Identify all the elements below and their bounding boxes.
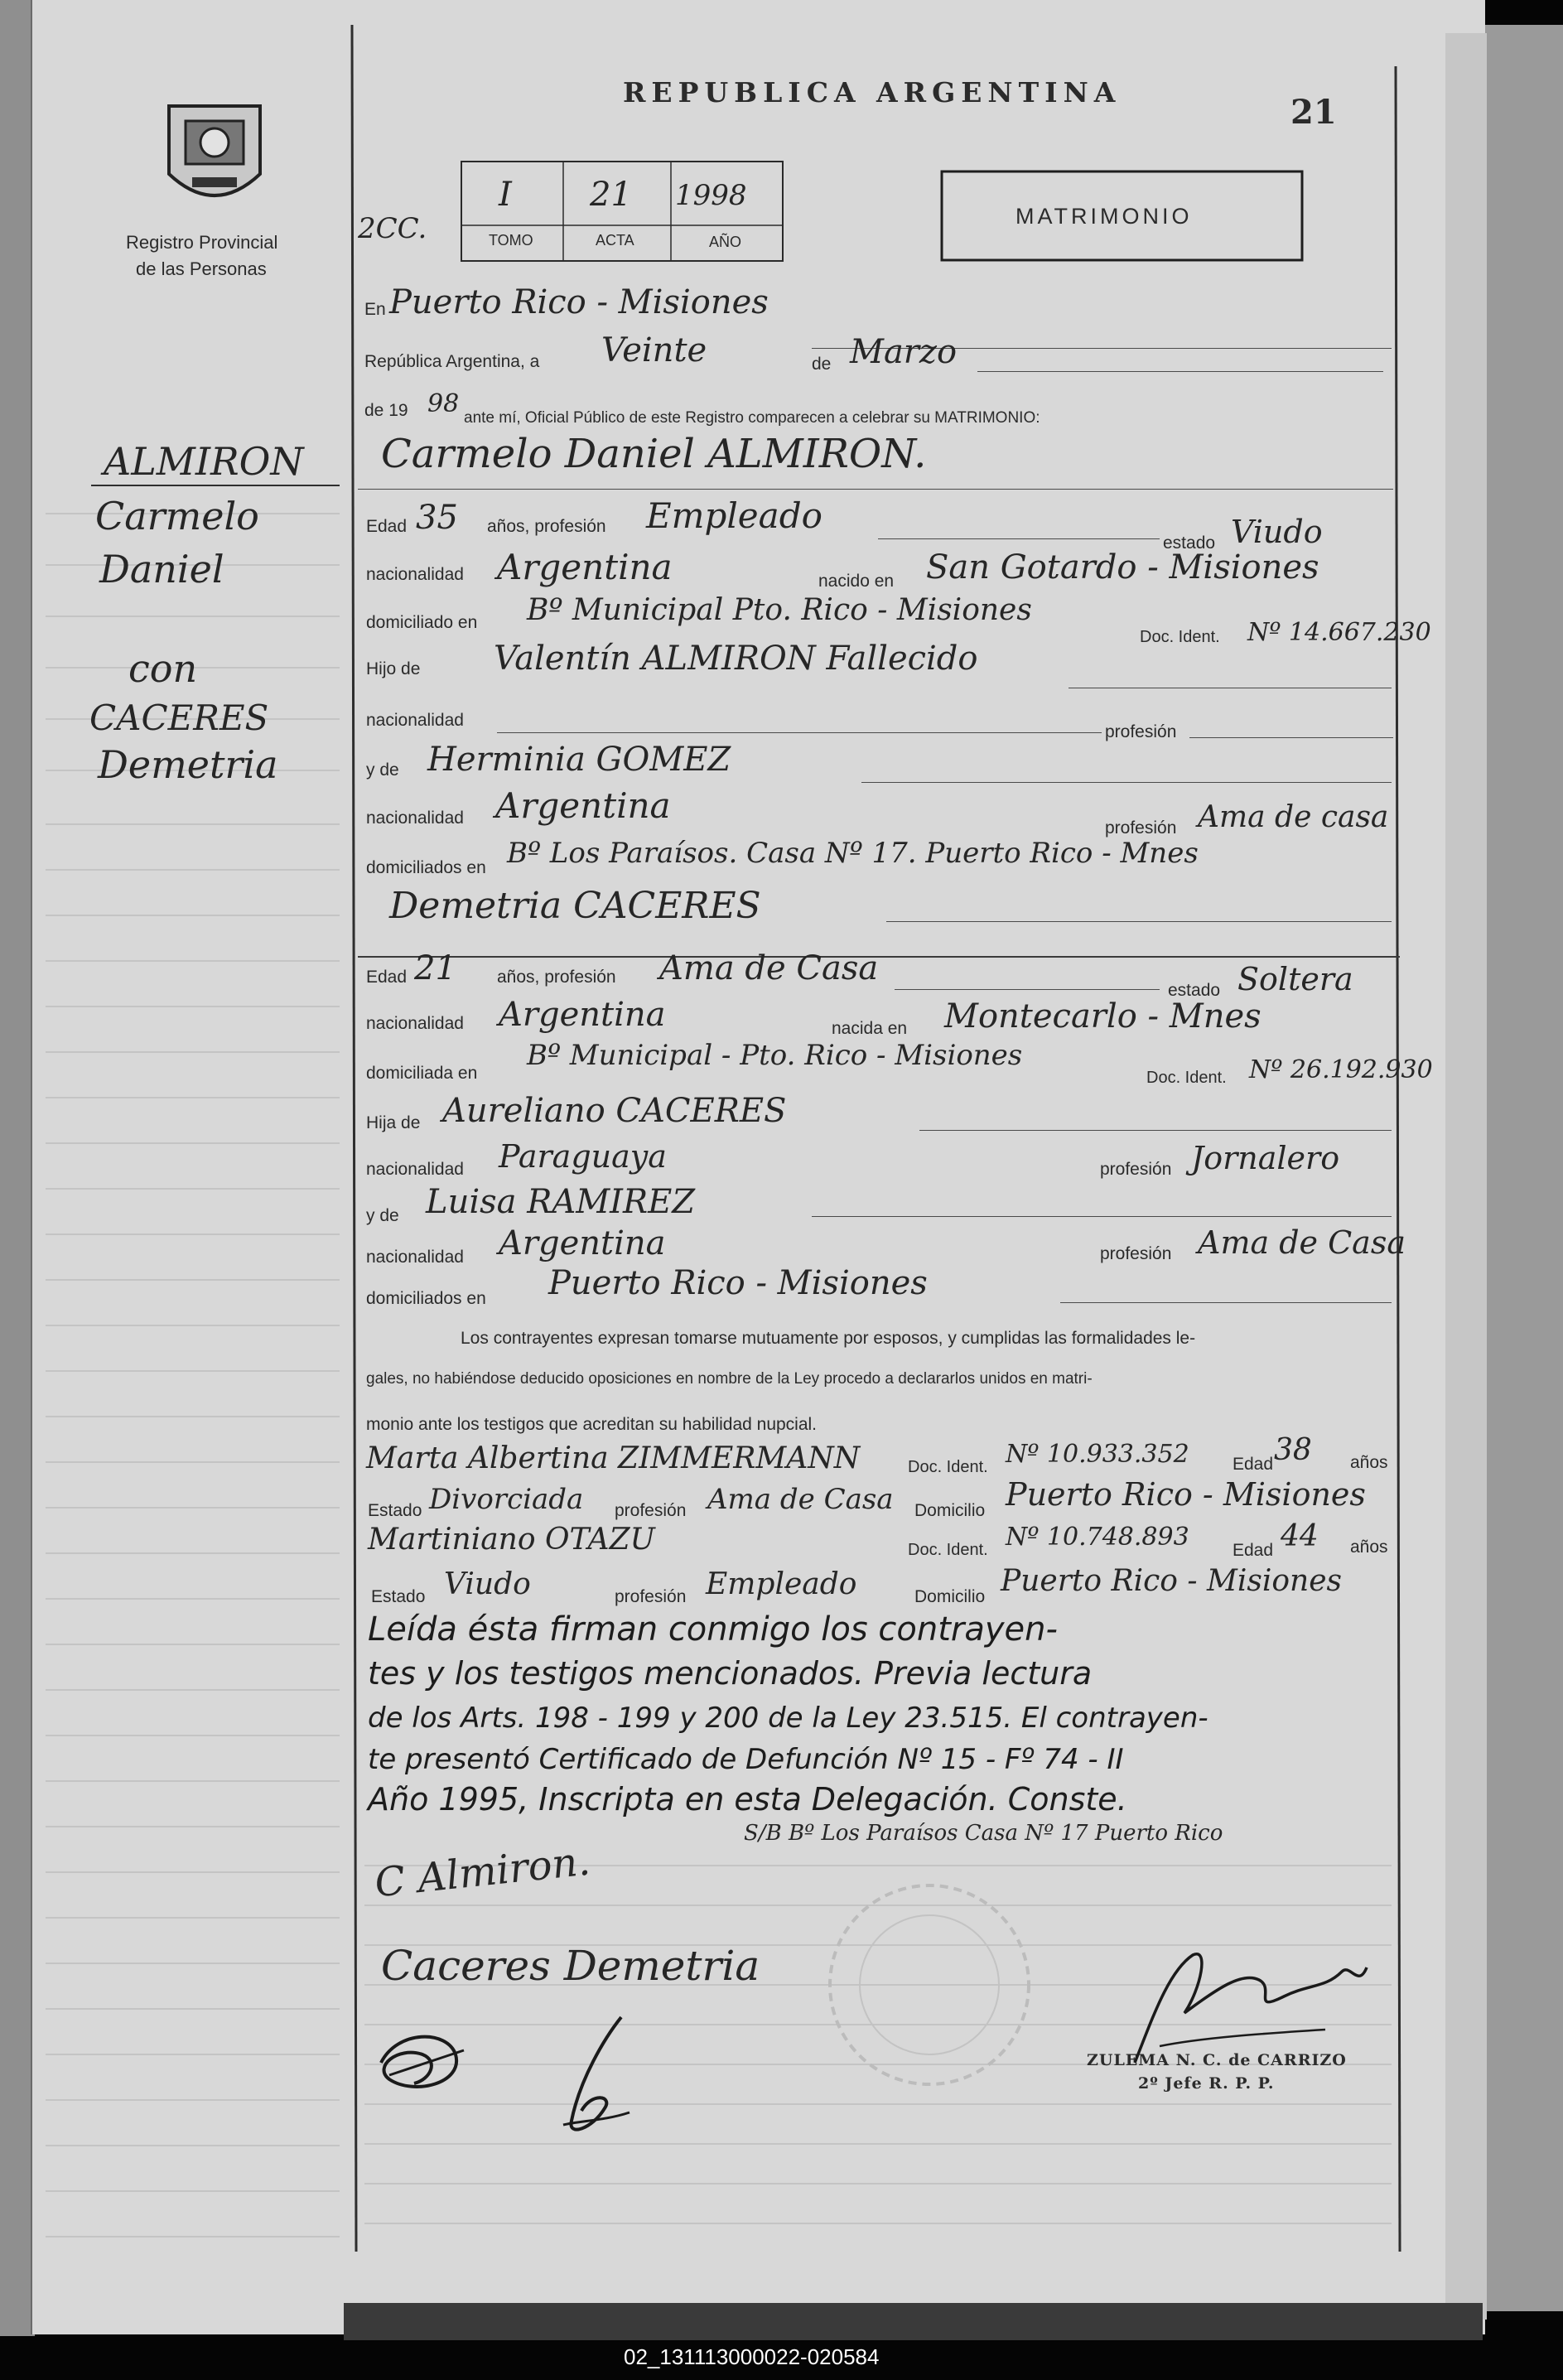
- bride-father-nac-label: nacionalidad: [366, 1160, 464, 1179]
- groom-yde-label: y de: [366, 760, 399, 780]
- groom-hijo-label: Hijo de: [366, 659, 421, 678]
- tomo-value: I: [499, 176, 512, 214]
- marriage-month: Marzo: [850, 333, 958, 371]
- groom-father-nac-label: nacionalidad: [366, 711, 464, 730]
- witness1-prof-label: profesión: [615, 1501, 687, 1520]
- tomo-label: TOMO: [489, 232, 533, 249]
- declaration-line-3: monio ante los testigos que acreditan su habilidad nupcial.: [366, 1415, 818, 1434]
- registry-seal-emblem: [162, 98, 267, 217]
- bride-nac-label: nacionalidad: [366, 1014, 464, 1033]
- bride-estado-label: estado: [1168, 981, 1221, 1000]
- bride-doc-label: Doc. Ident.: [1146, 1069, 1227, 1087]
- bride-parents-dom-label: domiciliados en: [366, 1289, 486, 1308]
- rule: [886, 921, 1392, 922]
- bride-father-prof-label: profesión: [1100, 1160, 1172, 1179]
- groom-parents-dom-label: domiciliados en: [366, 858, 486, 877]
- groom-signature: C Almiron.: [372, 1837, 593, 1907]
- groom-doc: Nº 14.667.230: [1247, 618, 1431, 647]
- rule: [1060, 1302, 1392, 1303]
- bride-estado: Soltera: [1237, 961, 1353, 997]
- intro-republica-label: República Argentina, a: [364, 352, 540, 371]
- registry-code: 2CC.: [358, 212, 427, 245]
- anio-value: 1998: [675, 179, 747, 212]
- witness2-age: 44: [1281, 1519, 1319, 1553]
- notes-line-2: tes y los testigos mencionados. Previa lectura: [368, 1655, 1093, 1692]
- anio-label: AÑO: [709, 234, 742, 250]
- notes-line-6: S/B Bº Los Paraísos Casa Nº 17 Puerto Rico: [744, 1821, 1223, 1846]
- bride-mother-prof-label: profesión: [1100, 1244, 1172, 1263]
- rule: [1189, 737, 1393, 738]
- witness2-edad-label: Edad: [1233, 1541, 1274, 1560]
- bride-profession: Ama de Casa: [659, 949, 879, 987]
- groom-birthplace: San Gotardo - Misiones: [926, 548, 1319, 587]
- groom-nationality: Argentina: [497, 547, 673, 587]
- groom-estado: Viudo: [1231, 514, 1323, 550]
- bride-father-nationality: Paraguaya: [499, 1138, 667, 1175]
- witness2-dom-label: Domicilio: [914, 1587, 986, 1606]
- groom-mother: Herminia GOMEZ: [427, 741, 731, 779]
- witness2-name: Martiniano OTAZU: [368, 1523, 655, 1557]
- notes-line-3: de los Arts. 198 - 199 y 200 de la Ley 23.515. El contrayen-: [368, 1702, 1208, 1735]
- rule: [878, 538, 1160, 539]
- witness1-anos-label: años: [1350, 1453, 1388, 1472]
- margin-note-line-4: con: [128, 646, 198, 691]
- bride-dom-label: domiciliada en: [366, 1064, 478, 1083]
- bride-mother-profession: Ama de Casa: [1198, 1224, 1406, 1261]
- registry-name-line-2: de las Personas: [136, 258, 267, 279]
- rule: [358, 489, 1393, 490]
- groom-father-prof-label: profesión: [1105, 722, 1177, 741]
- bride-mother-nationality: Argentina: [499, 1224, 666, 1262]
- groom-doc-label: Doc. Ident.: [1140, 628, 1220, 646]
- rule: [497, 732, 1102, 733]
- groom-mother-nac-label: nacionalidad: [366, 809, 464, 828]
- groom-nacido-label: nacido en: [818, 572, 895, 591]
- bride-mother: Luisa RAMIREZ: [426, 1183, 696, 1221]
- margin-note-line-6: Demetria: [98, 742, 278, 787]
- bride-parents-address: Puerto Rico - Misiones: [548, 1264, 928, 1302]
- groom-profession: Empleado: [646, 495, 823, 536]
- witness1-dom-label: Domicilio: [914, 1501, 986, 1520]
- groom-mother-prof-label: profesión: [1105, 818, 1177, 838]
- bride-father-profession: Jornalero: [1191, 1140, 1340, 1176]
- notes-line-5: Año 1995, Inscripta en esta Delegación. Conste.: [368, 1781, 1127, 1818]
- witness1-doc-label: Doc. Ident.: [908, 1458, 988, 1476]
- acta-value: 21: [590, 176, 632, 214]
- groom-address: Bº Municipal Pto. Rico - Misiones: [527, 593, 1032, 627]
- groom-mother-profession: Ama de casa: [1198, 800, 1389, 834]
- groom-mother-nationality: Argentina: [495, 785, 671, 826]
- marriage-year: 98: [427, 389, 460, 418]
- groom-prof-label: años, profesión: [487, 517, 606, 536]
- bride-nacida-label: nacida en: [832, 1019, 908, 1038]
- bride-doc: Nº 26.192.930: [1249, 1055, 1433, 1084]
- rule: [812, 1216, 1392, 1217]
- country-header: REPUBLICA ARGENTINA: [623, 76, 1122, 109]
- bride-mother-nac-label: nacionalidad: [366, 1248, 464, 1267]
- witness2-anos-label: años: [1350, 1538, 1388, 1557]
- folio-number: 21: [1290, 93, 1337, 132]
- bride-address: Bº Municipal - Pto. Rico - Misiones: [527, 1039, 1023, 1072]
- margin-note-line-2: Carmelo: [95, 494, 259, 538]
- witness2-estado: Viudo: [444, 1567, 531, 1601]
- bride-name: Demetria CACERES: [389, 885, 761, 927]
- image-caption: 02_131113000022-020584: [624, 2344, 880, 2369]
- witness1-age: 38: [1274, 1433, 1312, 1467]
- groom-father: Valentín ALMIRON Fallecido: [494, 640, 978, 678]
- rule: [977, 371, 1383, 372]
- groom-age: 35: [416, 499, 458, 537]
- margin-note-line-3: Daniel: [99, 547, 224, 591]
- bride-age: 21: [414, 949, 456, 987]
- groom-parents-address: Bº Los Paraísos. Casa Nº 17. Puerto Rico - Mnes: [507, 837, 1199, 870]
- bride-prof-label: años, profesión: [497, 968, 616, 987]
- witness1-profession: Ama de Casa: [707, 1483, 894, 1516]
- witness2-estado-label: Estado: [371, 1587, 426, 1606]
- registrar-stamp-name: ZULEMA N. C. de CARRIZO: [1087, 2051, 1347, 2069]
- witness2-address: Puerto Rico - Misiones: [1001, 1564, 1343, 1598]
- witness1-doc: Nº 10.933.352: [1006, 1440, 1189, 1469]
- witness1-name: Marta Albertina ZIMMERMANN: [366, 1441, 861, 1475]
- groom-nac-label: nacionalidad: [366, 565, 464, 584]
- declaration-line-2: gales, no habiéndose deducido oposiciones en nombre de la Ley procedo a declararlos unidos en matri-: [366, 1370, 1093, 1388]
- bride-signature: Caceres Demetria: [381, 1942, 760, 1990]
- bride-birthplace: Montecarlo - Mnes: [944, 997, 1261, 1036]
- rule: [861, 782, 1392, 783]
- notes-line-4: te presentó Certificado de Defunción Nº 15 - Fº 74 - II: [368, 1743, 1124, 1776]
- record-type-title: MATRIMONIO: [1015, 204, 1193, 229]
- groom-estado-label: estado: [1163, 533, 1216, 553]
- intro-en-label: En: [364, 300, 386, 319]
- groom-edad-label: Edad: [366, 517, 408, 536]
- witness-signatures-scribble: [364, 2005, 646, 2146]
- marriage-day: Veinte: [601, 331, 707, 369]
- witness1-estado: Divorciada: [429, 1483, 584, 1516]
- registrar-stamp-title: 2º Jefe R. P. P.: [1138, 2074, 1275, 2093]
- witness1-estado-label: Estado: [368, 1501, 422, 1520]
- groom-dom-label: domiciliado en: [366, 613, 478, 632]
- bride-hija-label: Hija de: [366, 1113, 421, 1132]
- acta-label: ACTA: [596, 232, 634, 249]
- bride-yde-label: y de: [366, 1206, 399, 1225]
- rule: [919, 1130, 1392, 1131]
- witness1-edad-label: Edad: [1233, 1455, 1274, 1474]
- groom-name: Carmelo Daniel ALMIRON.: [381, 431, 927, 477]
- bride-edad-label: Edad: [366, 968, 408, 987]
- witness2-profession: Empleado: [706, 1567, 857, 1601]
- registry-name-line-1: Registro Provincial: [126, 232, 278, 253]
- marriage-place: Puerto Rico - Misiones: [389, 283, 769, 321]
- intro-de-label: de: [812, 355, 832, 374]
- declaration-line-1: Los contrayentes expresan tomarse mutuamente por esposos, y cumplidas las formalidades le-: [461, 1329, 1196, 1348]
- margin-note-line-5: CACERES: [89, 698, 269, 738]
- witness2-doc-label: Doc. Ident.: [908, 1541, 988, 1559]
- rule: [895, 989, 1160, 990]
- intro-year-label: de 19: [364, 401, 408, 420]
- notes-line-1: Leída ésta firman conmigo los contrayen-: [368, 1610, 1058, 1649]
- bride-nationality: Argentina: [499, 996, 666, 1034]
- witness1-address: Puerto Rico - Misiones: [1006, 1476, 1366, 1513]
- witness2-doc: Nº 10.748.893: [1006, 1523, 1189, 1552]
- witness2-prof-label: profesión: [615, 1587, 687, 1606]
- intro-appear-text: ante mí, Oficial Público de este Registro comparecen a celebrar su MATRIMONIO:: [464, 409, 1040, 427]
- margin-note-line-1: ALMIRON: [104, 439, 304, 484]
- bride-father: Aureliano CACERES: [442, 1092, 787, 1130]
